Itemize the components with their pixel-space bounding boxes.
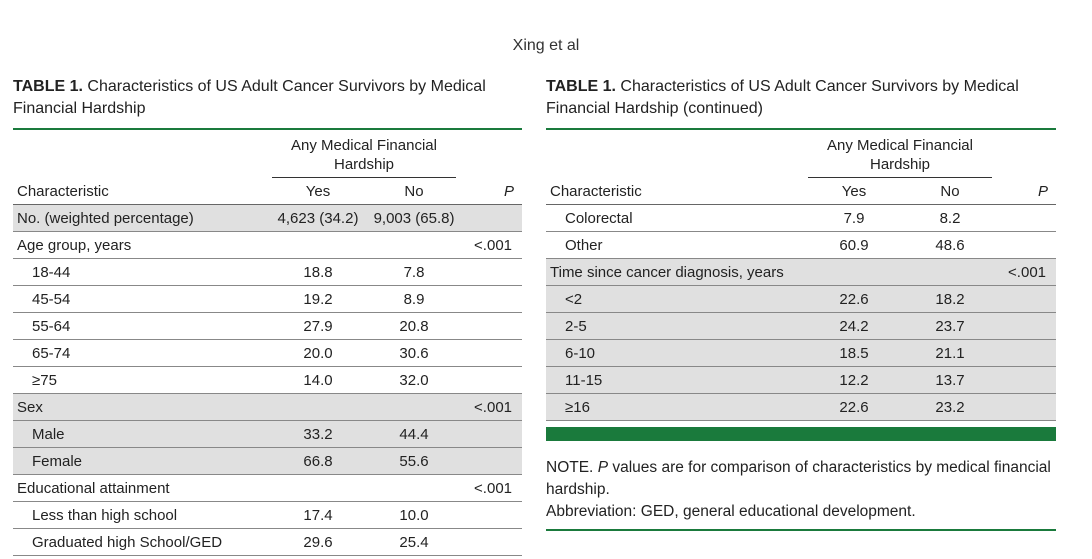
row-label: Colorectal xyxy=(546,205,804,232)
table-row xyxy=(546,394,1056,421)
col-header-yes: Yes xyxy=(804,178,904,205)
table-row xyxy=(13,205,522,232)
cell-no: 32.0 xyxy=(368,367,460,394)
row-label: 45-54 xyxy=(13,286,268,313)
row-label: 18-44 xyxy=(13,259,268,286)
note-text: values are for comparison of characteristics by medical financial hardship. xyxy=(546,459,1051,498)
cell-no xyxy=(368,394,460,421)
cell-no: 13.7 xyxy=(904,367,996,394)
cell-yes: 12.2 xyxy=(804,367,904,394)
cell-no: 20.8 xyxy=(368,313,460,340)
cell-p-value: <.001 xyxy=(460,475,522,502)
header-spacer xyxy=(460,130,522,178)
cell-p-value xyxy=(996,340,1056,367)
table-row xyxy=(13,313,522,340)
table-row xyxy=(13,529,522,556)
cell-p-value xyxy=(460,448,522,475)
spanning-header: Any Medical Financial Hardship xyxy=(804,130,996,178)
note-p-symbol: P xyxy=(597,459,609,476)
cell-no: 48.6 xyxy=(904,232,996,259)
cell-no: 25.4 xyxy=(368,529,460,556)
cell-p-value: <.001 xyxy=(460,232,522,259)
cell-yes: 27.9 xyxy=(268,313,368,340)
cell-p-value xyxy=(460,421,522,448)
table-row xyxy=(13,340,522,367)
row-label: ≥16 xyxy=(546,394,804,421)
cell-yes: 18.5 xyxy=(804,340,904,367)
table-row xyxy=(546,205,1056,232)
col-header-p: P xyxy=(996,178,1056,205)
row-label: Graduated high School/GED xyxy=(13,529,268,556)
row-label: 6-10 xyxy=(546,340,804,367)
cell-yes: 17.4 xyxy=(268,502,368,529)
cell-no: 23.7 xyxy=(904,313,996,340)
row-label: No. (weighted percentage) xyxy=(13,205,268,232)
cell-yes: 18.8 xyxy=(268,259,368,286)
cell-p-value xyxy=(460,313,522,340)
row-label: 65-74 xyxy=(13,340,268,367)
cell-no: 8.2 xyxy=(904,205,996,232)
table-caption xyxy=(13,76,522,122)
table-row xyxy=(13,475,522,502)
cell-no: 21.1 xyxy=(904,340,996,367)
cell-no: 7.8 xyxy=(368,259,460,286)
col-header-characteristic: Characteristic xyxy=(546,178,804,205)
cell-p-value xyxy=(460,529,522,556)
table-footer-bar xyxy=(546,427,1056,441)
row-label: Other xyxy=(546,232,804,259)
cell-p-value xyxy=(460,205,522,232)
data-table xyxy=(13,130,522,556)
row-label: Age group, years xyxy=(13,232,268,259)
table-row xyxy=(13,421,522,448)
col-header-no: No xyxy=(368,178,460,205)
table-caption xyxy=(546,76,1056,122)
table-caption-label: TABLE 1. xyxy=(546,78,616,95)
row-label: Sex xyxy=(13,394,268,421)
table-row xyxy=(546,232,1056,259)
cell-p-value: <.001 xyxy=(996,259,1056,286)
data-table xyxy=(546,130,1056,421)
row-label: Educational attainment xyxy=(13,475,268,502)
cell-yes: 14.0 xyxy=(268,367,368,394)
cell-no xyxy=(368,475,460,502)
cell-yes: 22.6 xyxy=(804,394,904,421)
cell-p-value xyxy=(460,286,522,313)
table-body xyxy=(546,205,1056,421)
cell-yes: 20.0 xyxy=(268,340,368,367)
table-row xyxy=(13,367,522,394)
cell-p-value xyxy=(460,502,522,529)
cell-p-value: <.001 xyxy=(460,394,522,421)
cell-yes xyxy=(268,394,368,421)
col-header-no: No xyxy=(904,178,996,205)
cell-no: 10.0 xyxy=(368,502,460,529)
table-row xyxy=(13,448,522,475)
cell-yes xyxy=(268,475,368,502)
note-rule xyxy=(546,529,1056,531)
table-1-continued xyxy=(546,76,1056,531)
cell-no: 8.9 xyxy=(368,286,460,313)
cell-yes: 66.8 xyxy=(268,448,368,475)
table-row xyxy=(546,286,1056,313)
row-label: Male xyxy=(13,421,268,448)
abbreviation-line: Abbreviation: GED, general educational development. xyxy=(546,503,916,520)
row-label: Female xyxy=(13,448,268,475)
table-row xyxy=(13,394,522,421)
cell-no: 23.2 xyxy=(904,394,996,421)
row-label: Less than high school xyxy=(13,502,268,529)
row-label: <2 xyxy=(546,286,804,313)
spanning-header: Any Medical Financial Hardship xyxy=(268,130,460,178)
row-label: 2-5 xyxy=(546,313,804,340)
cell-p-value xyxy=(996,313,1056,340)
row-label: Time since cancer diagnosis, years xyxy=(546,259,804,286)
cell-no: 55.6 xyxy=(368,448,460,475)
cell-no: 9,003 (65.8) xyxy=(368,205,460,232)
cell-p-value xyxy=(996,286,1056,313)
cell-no: 30.6 xyxy=(368,340,460,367)
table-body xyxy=(13,205,522,556)
table-caption-text: Characteristics of US Adult Cancer Survivors by Medical Financial Hardship (continued) xyxy=(546,78,1019,117)
table-row xyxy=(546,259,1056,286)
table-row xyxy=(546,367,1056,394)
table-row xyxy=(13,232,522,259)
cell-yes: 60.9 xyxy=(804,232,904,259)
table-row xyxy=(546,313,1056,340)
col-header-yes: Yes xyxy=(268,178,368,205)
header-spacer xyxy=(13,130,268,178)
table-row xyxy=(546,340,1056,367)
table-row xyxy=(13,259,522,286)
cell-no xyxy=(904,259,996,286)
row-label: ≥75 xyxy=(13,367,268,394)
cell-yes: 22.6 xyxy=(804,286,904,313)
cell-p-value xyxy=(996,232,1056,259)
cell-p-value xyxy=(460,367,522,394)
cell-yes: 24.2 xyxy=(804,313,904,340)
note-line xyxy=(546,457,1056,501)
col-header-p: P xyxy=(460,178,522,205)
cell-p-value xyxy=(996,205,1056,232)
row-label: 11-15 xyxy=(546,367,804,394)
col-header-characteristic: Characteristic xyxy=(13,178,268,205)
table-note xyxy=(546,457,1056,523)
cell-no: 18.2 xyxy=(904,286,996,313)
cell-p-value xyxy=(996,367,1056,394)
cell-yes: 4,623 (34.2) xyxy=(268,205,368,232)
header-spacer xyxy=(996,130,1056,178)
table-1-left xyxy=(13,76,522,556)
cell-yes: 19.2 xyxy=(268,286,368,313)
cell-yes xyxy=(804,259,904,286)
table-caption-text: Characteristics of US Adult Cancer Survivors by Medical Financial Hardship xyxy=(13,78,486,117)
cell-p-value xyxy=(460,259,522,286)
table-caption-label: TABLE 1. xyxy=(13,78,83,95)
table-row xyxy=(13,502,522,529)
cell-yes: 33.2 xyxy=(268,421,368,448)
running-head: Xing et al xyxy=(512,37,580,54)
cell-yes: 29.6 xyxy=(268,529,368,556)
cell-no xyxy=(368,232,460,259)
cell-p-value xyxy=(460,340,522,367)
table-row xyxy=(13,286,522,313)
header-spacer xyxy=(546,130,804,178)
cell-no: 44.4 xyxy=(368,421,460,448)
cell-yes: 7.9 xyxy=(804,205,904,232)
cell-yes xyxy=(268,232,368,259)
cell-p-value xyxy=(996,394,1056,421)
row-label: 55-64 xyxy=(13,313,268,340)
note-label: NOTE. xyxy=(546,459,594,476)
